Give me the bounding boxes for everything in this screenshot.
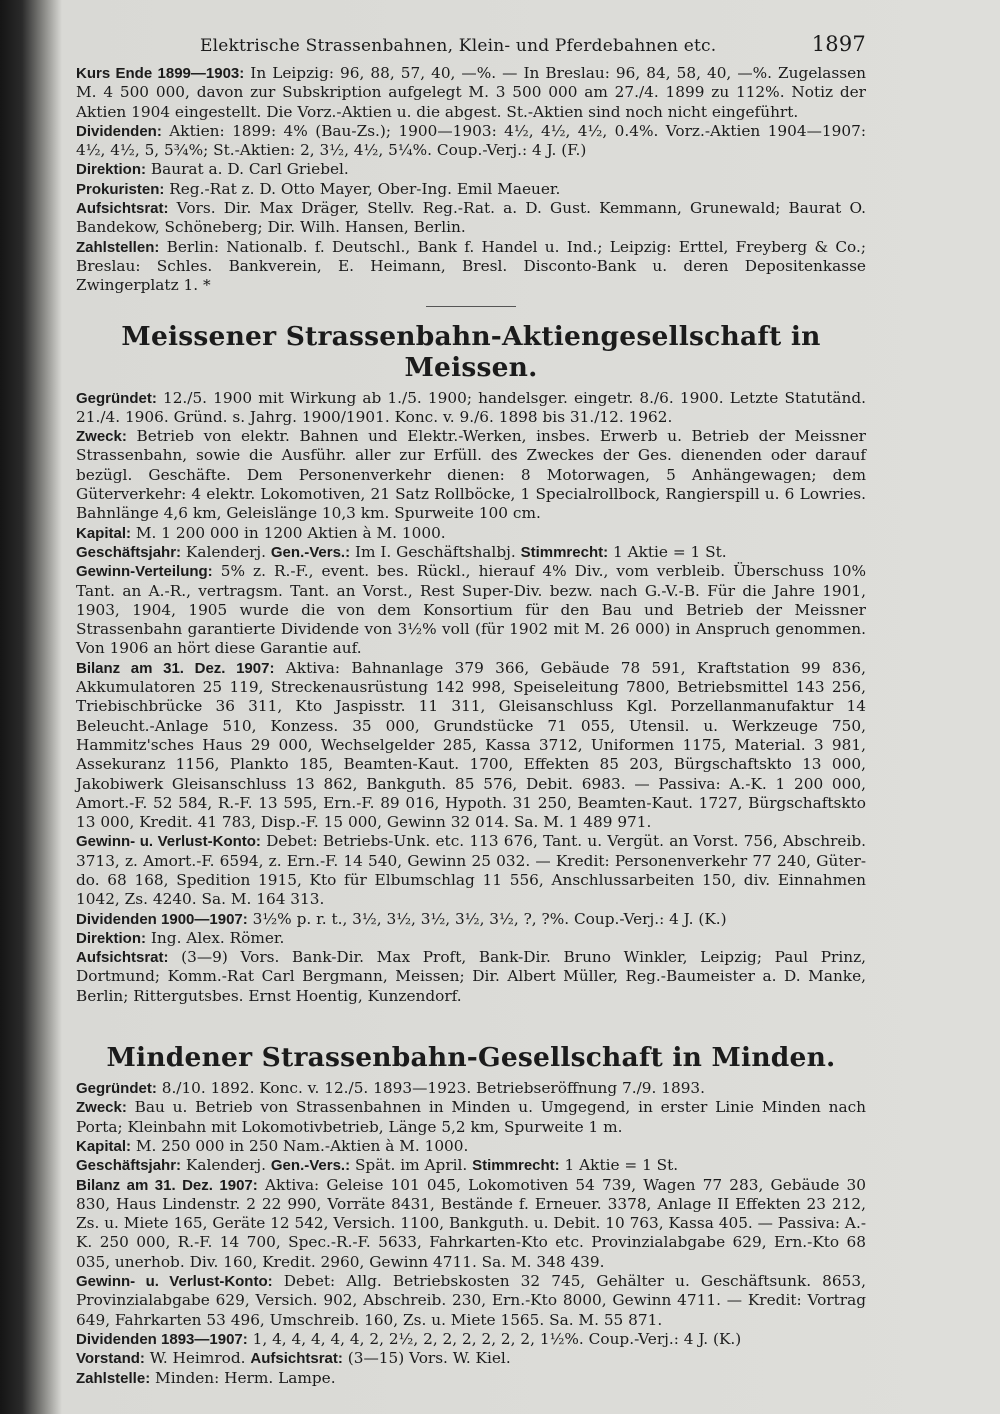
- page-number: 1897: [811, 32, 866, 56]
- entry-text: 1, 4, 4, 4, 4, 4, 2, 2½, 2, 2, 2, 2, 2, 2, 1½%. Coup.-Verj.: 4 J. (K.): [247, 1329, 742, 1348]
- entry-label: Prokuristen:: [76, 180, 165, 198]
- entry-text: Debet: Betriebs-Unk. etc. 113 676, Tant. u. Vergüt. an Vorst. 756, Abschreib. 3713, z. Amort.-F. 6594, z. Ern.-F. 14 540, Gewinn 25 032. — Kredit: Personenverkehr 77 240, Güter- do. 68 168, Spedition 1915, Kto für Elbumschlag 11 556, Anschlussarbeiten 150, div. Einnahmen 1042, Zs. 4240. Sa. M. 164 313.: [76, 832, 866, 909]
- entry-text: Kalenderj.: [181, 542, 271, 561]
- entry-text: M. 1 200 000 in 1200 Aktien à M. 1000.: [131, 523, 446, 542]
- entry-text: M. 250 000 in 250 Nam.-Aktien à M. 1000.: [131, 1136, 469, 1155]
- entry-paragraph: [76, 524, 866, 543]
- entry-text: 1 Aktie = 1 St.: [608, 542, 727, 561]
- entry-paragraph: [76, 948, 866, 1006]
- entry-text: Minden: Herm. Lampe.: [150, 1368, 336, 1387]
- entry-label: Dividenden 1900—1907:: [76, 910, 248, 928]
- entry-text: Im I. Geschäftshalbj.: [350, 542, 521, 561]
- entry-paragraph: [76, 1349, 866, 1368]
- company-entries-meissen: [76, 389, 866, 1007]
- entry-label: Aufsichtsrat:: [76, 949, 169, 967]
- entry-paragraph: [76, 389, 866, 428]
- entry-text: Ing. Alex. Römer.: [146, 928, 285, 947]
- entry-text: Kalenderj.: [181, 1156, 271, 1175]
- entry-label: Geschäftsjahr:: [76, 1157, 182, 1175]
- entry-label: Zweck:: [76, 1099, 127, 1117]
- entry-label: Direktion:: [76, 161, 147, 179]
- entry-paragraph: [76, 1098, 866, 1137]
- entry-text: Bau u. Betrieb von Strassenbahnen in Minden u. Umgegend, in erster Linie Minden nach Porta; Kleinbahn mit Lokomotivbetrieb, Länge 5,2 km, Spurweite 1 m.: [76, 1098, 866, 1136]
- section-gap: [76, 1006, 866, 1032]
- running-head-title: Elektrische Strassenbahnen, Klein- und Pferdebahnen etc.: [200, 36, 717, 56]
- entry-label: Zahlstellen:: [76, 238, 160, 256]
- entry-label: Direktion:: [76, 929, 147, 947]
- entry-text: Debet: Allg. Betriebskosten 32 745, Gehälter u. Geschäftsunk. 8653, Provinzialabgabe 629, Versich. 902, Abschreib. 230, Ern.-Kto 8000, Gewinn 4711. — Kredit: Vortrag 649, Fahrkarten 53 496, Umschreib. 160, Zs. u. Miete 1565. Sa. M. 55 871.: [76, 1272, 866, 1329]
- entry-label: Bilanz am 31. Dez. 1907:: [76, 1176, 258, 1194]
- entry-label: Gen.-Vers.:: [270, 543, 351, 561]
- company-title-meissen: Meissener Strassenbahn-Aktiengesellschaft in Meissen.: [121, 320, 821, 383]
- entry-label: Gegründet:: [76, 1080, 157, 1098]
- entry-text: Aktiva: Geleise 101 045, Lokomotiven 54 739, Wagen 77 283, Gebäude 30 830, Haus Lindenstr. 2 22 990, Vorräte 8431, Bestände f. Erneuer. 3378, Anlage II Effekten 23 212, Zs. u. Miete 165, Geräte 12 542, Versich. 1100, Bankguth. u. Debit. 10 763, Kassa 405. — Passiva: A.-K. 250 000, R.-F. 14 700, Spec.-R.-F. 5633, Fahrkarten-Kto etc. Provinzialabgabe 629, Ern.-Kto 68 035, unerhob. Div. 160, Kredit. 2960, Gewinn 4711. Sa. M. 348 439.: [76, 1175, 866, 1271]
- entry-paragraph: [76, 929, 866, 948]
- entry-text: (3—9) Vors. Bank-Dir. Max Proft, Bank-Dir. Bruno Winkler, Leipzig; Paul Prinz, Dortmund; Komm.-Rat Carl Bergmann, Meissen; Dir. Albert Müller, Reg.-Baumeister a. D. Manke, Berlin; Rittergutsbes. Ernst Hoentig, Kunzendorf.: [76, 948, 866, 1005]
- entry-paragraph: [76, 1369, 866, 1388]
- entry-paragraph: [76, 543, 866, 562]
- entry-paragraph: [76, 1330, 866, 1349]
- entry-label: Aufsichtsrat:: [250, 1350, 343, 1368]
- entry-label: Stimmrecht:: [520, 543, 609, 561]
- entry-label: Zahlstelle:: [76, 1369, 151, 1387]
- entry-paragraph: [76, 659, 866, 833]
- company-entries-minden: [76, 1079, 866, 1388]
- entry-paragraph: [76, 199, 866, 238]
- entry-paragraph: [76, 910, 866, 929]
- previous-company-entry: [76, 64, 866, 296]
- entry-label: Dividenden:: [76, 122, 162, 140]
- entry-text: Aktien: 1899: 4% (Bau-Zs.); 1900—1903: 4½, 4½, 4½, 0.4%. Vorz.-Aktien 1904—1907: 4½, 4½, 5, 5¾%; St.-Aktien: 2, 3½, 4½, 5¼%. Coup.-Verj.: 4 J. (F.): [76, 121, 866, 160]
- entry-text: In Leipzig: 96, 88, 57, 40, —%. — In Breslau: 96, 84, 58, 40, —%. Zugelassen M. 4 500 000, davon zur Subskription aufgelegt M. 3 500 000 am 27./4. 1899 zu 112%. Notiz der Aktien 1904 eingestellt. Die Vorz.-Aktien u. die abgest. St.-Aktien sind noch nicht eingeführt.: [76, 64, 866, 121]
- entry-label: Aufsichtsrat:: [76, 200, 169, 218]
- entry-label: Gewinn- u. Verlust-Konto:: [76, 833, 261, 851]
- entry-text: Reg.-Rat z. D. Otto Mayer, Ober-Ing. Emil Maeuer.: [164, 179, 561, 198]
- entry-paragraph: [76, 64, 866, 122]
- entry-label: Bilanz am 31. Dez. 1907:: [76, 659, 275, 677]
- entry-paragraph: [76, 562, 866, 658]
- entry-text: 12./5. 1900 mit Wirkung ab 1./5. 1900; handelsger. eingetr. 8./6. 1900. Letzte Statutänd. 21./4. 1906. Gründ. s. Jahrg. 1900/1901. Konc. v. 9./6. 1898 bis 31./12. 1962.: [76, 388, 866, 426]
- entry-paragraph: [76, 1079, 866, 1098]
- entry-paragraph: [76, 1176, 866, 1272]
- entry-text: 8./10. 1892. Konc. v. 12./5. 1893—1923. Betriebseröffnung 7./9. 1893.: [156, 1079, 706, 1098]
- entry-label: Dividenden 1893—1907:: [76, 1330, 248, 1348]
- entry-text: 1 Aktie = 1 St.: [559, 1156, 679, 1175]
- running-head: [76, 30, 866, 64]
- entry-paragraph: [76, 1137, 866, 1156]
- entry-text: (3—15) Vors. W. Kiel.: [342, 1349, 511, 1368]
- entry-label: Gegründet:: [76, 389, 157, 407]
- entry-paragraph: [76, 238, 866, 296]
- entry-text: Betrieb von elektr. Bahnen und Elektr.-Werken, insbes. Erwerb u. Betrieb der Meissner Strassenbahn, sowie die Ausführ. aller zur Erfüll. des Zweckes der Ges. dienenden oder darauf bezügl. Geschäfte. Dem Personenverkehr dienen: 8 Motorwagen, 5 Anhängewagen; dem Güterverkehr: 4 elektr. Lokomotiven, 21 Satz Rollböcke, 1 Specialrollbock, Rangierspill u. 6 Lowries. Bahnlänge 4,6 km, Geleislänge 10,3 km. Spurweite 100 cm.: [76, 427, 866, 523]
- entry-label: Vorstand:: [76, 1350, 145, 1368]
- entry-text: Berlin: Nationalb. f. Deutschl., Bank f. Handel u. Ind.; Leipzig: Erttel, Freyberg & Co.; Breslau: Schles. Bankverein, E. Heimann, Bresl. Disconto-Bank u. deren Depositenkasse Zwingerplatz 1. *: [76, 237, 866, 295]
- entry-paragraph: [76, 160, 866, 179]
- entry-text: 3½% p. r. t., 3½, 3½, 3½, 3½, 3½, ?, ?%. Coup.-Verj.: 4 J. (K.): [247, 909, 727, 928]
- entry-text: Vors. Dir. Max Dräger, Stellv. Reg.-Rat. a. D. Gust. Kemmann, Grunewald; Baurat O. Bandekow, Schöneberg; Dir. Wilh. Hansen, Berlin.: [76, 199, 866, 237]
- entry-label: Geschäftsjahr:: [76, 543, 182, 561]
- entry-paragraph: [76, 1272, 866, 1330]
- entry-label: Kurs Ende 1899—1903:: [76, 65, 245, 82]
- entry-text: 5% z. R.-F., event. bes. Rückl., hierauf 4% Div., vom verbleib. Überschuss 10% Tant. an A.-R., vertragsm. Tant. an Vorst., Rest Super-Div. bezw. nach G.-V.-B. Für die Jahre 1901, 1903, 1904, 1905 wurde die von dem Konsortium für den Bau und Betrieb der Meissner Strassenbahn garantierte Dividende von 3½% voll (für 1902 mit M. 26 000) in Anspruch genommen. Von 1906 an hört diese Garantie auf.: [76, 562, 866, 658]
- separator-rule: [426, 306, 516, 307]
- entry-text: Spät. im April.: [350, 1156, 473, 1175]
- entry-label: Kapital:: [76, 1137, 132, 1155]
- company-title-minden: Mindener Strassenbahn-Gesellschaft in Minden.: [106, 1042, 836, 1074]
- entry-label: Zweck:: [76, 428, 127, 446]
- entry-text: W. Heimrod.: [144, 1349, 251, 1368]
- entry-label: Gen.-Vers.:: [270, 1157, 351, 1175]
- entry-label: Kapital:: [76, 524, 132, 542]
- entry-text: Baurat a. D. Carl Griebel.: [146, 160, 349, 179]
- entry-paragraph: [76, 1156, 866, 1175]
- entry-paragraph: [76, 122, 866, 161]
- entry-paragraph: [76, 427, 866, 523]
- entry-label: Stimmrecht:: [472, 1157, 560, 1175]
- page-content: [76, 30, 866, 1388]
- entry-label: Gewinn- u. Verlust-Konto:: [76, 1273, 273, 1291]
- entry-label: Gewinn-Verteilung:: [76, 563, 213, 581]
- entry-text: Aktiva: Bahnanlage 379 366, Gebäude 78 591, Kraftstation 99 836, Akkumulatoren 25 119, Streckenausrüstung 142 998, Speiseleitung 7800, Betriebsmittel 143 256, Triebischbrücke 36 311, Kto Jaspisstr. 11 311, Gleisanschluss Kgl. Porzellanmanufaktur 14 Beleucht.-Anlage 510, Konzess. 35 000, Grundstücke 71 055, Utensil. u. Werkzeuge 750, Hammitz'sches Haus 29 000, Wechselgelder 285, Kassa 3712, Uniformen 1175, Material. 3 981, Assekuranz 1156, Plankto 185, Beamten-Kaut. 1700, Effekten 85 203, Bürgschaftskto 13 000, Jakobiwerk Gleisanschluss 13 862, Bankguth. 85 576, Debit. 6983. — Passiva: A.-K. 1 200 000, Amort.-F. 52 584, R.-F. 13 595, Ern.-F. 89 016, Hypoth. 31 250, Beamten-Kaut. 1727, Bürgschaftskto 13 000, Kredit. 41 783, Disp.-F. 15 000, Gewinn 32 014. Sa. M. 1 489 971.: [76, 658, 866, 832]
- entry-paragraph: [76, 180, 866, 199]
- entry-paragraph: [76, 832, 866, 909]
